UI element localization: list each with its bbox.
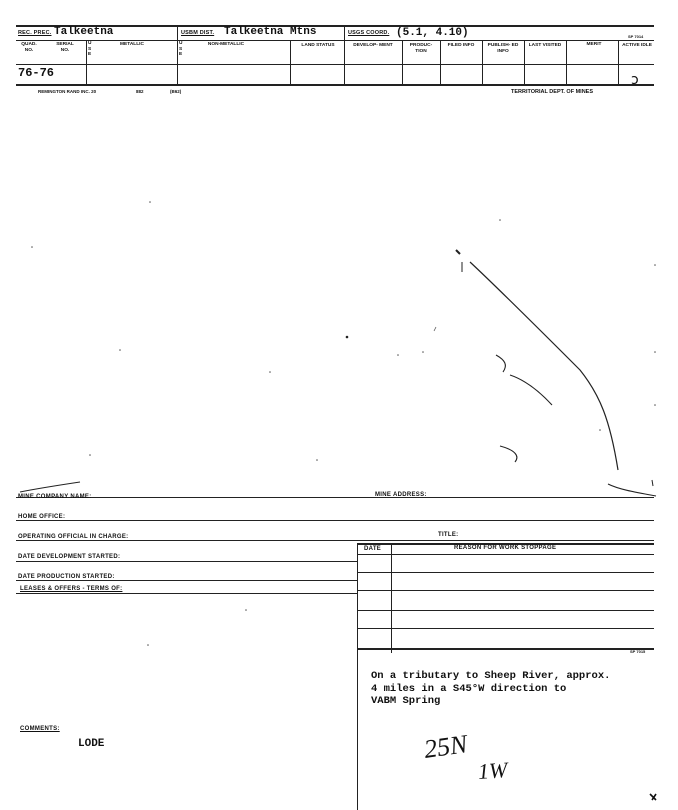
date-production-label: DATE PRODUCTION STARTED: <box>18 574 115 580</box>
col-land-status: LAND STATUS <box>301 43 335 48</box>
mine-company-name-label: MINE COMPANY NAME: <box>18 494 92 500</box>
operating-official-label: OPERATING OFFICIAL IN CHARGE: <box>18 534 129 540</box>
col-serial-no: SERIAL NO. <box>56 42 74 53</box>
col-production: PRODUC- TION <box>409 43 433 54</box>
col-last-visited: LAST VISITED <box>528 43 562 48</box>
handwritten-range: 1W <box>477 757 509 784</box>
col-development: DEVELOP- MENT <box>353 43 393 48</box>
usgs-coord-value: (5.1, 4.10) <box>396 27 469 39</box>
col-use-metallic: U S E <box>88 41 92 57</box>
col-quad-no: QUAD. NO. <box>21 42 37 53</box>
form-number: SP 7014 <box>628 34 644 39</box>
rec-prec-value: Talkeetna <box>54 26 114 38</box>
usbm-dist-value: Talkeetna Mtns <box>224 26 317 38</box>
col-use-nonmetallic: U S E <box>179 41 183 57</box>
comments-label: COMMENTS: <box>20 726 60 732</box>
printer-code-2: (B62) <box>170 89 182 94</box>
date-column-header: DATE <box>364 546 382 552</box>
usbm-dist-label: USBM DIST. <box>181 30 215 36</box>
usgs-coord-label: USGS COORD. <box>348 30 390 36</box>
reason-column-header: REASON FOR WORK STOPPAGE <box>454 545 557 551</box>
col-active-idle: ACTIVE IDLE <box>622 43 652 48</box>
comments-value: LODE <box>78 738 105 750</box>
handwritten-township: 25N <box>422 729 470 764</box>
location-description: On a tributary to Sheep River, approx. 4 miles in a S45°W direction to VABM Spring <box>371 670 611 707</box>
col-published-info: PUBLISH- ED INFO <box>487 43 519 54</box>
date-development-label: DATE DEVELOPMENT STARTED: <box>18 554 121 560</box>
title-label: TITLE: <box>438 532 459 538</box>
printer-credit: REMINGTON RAND INC. 20 <box>38 89 97 94</box>
col-non-metallic: NON-METALLIC <box>207 42 245 47</box>
col-filed-info: FILED INFO <box>447 43 475 48</box>
col-metallic: METALLIC <box>120 42 144 47</box>
dept-label: TERRITORIAL DEPT. OF MINES <box>511 89 593 95</box>
mine-address-label: MINE ADDRESS: <box>375 492 427 498</box>
printer-code: 882 <box>136 89 144 94</box>
home-office-label: HOME OFFICE: <box>18 514 66 520</box>
leases-label: LEASES & OFFERS - TERMS OF: <box>20 586 123 592</box>
form-number-2: SP 7015 <box>630 649 646 654</box>
active-idle-mark: ↄ <box>631 72 639 88</box>
rec-prec-label: REC. PREC. <box>18 30 52 36</box>
quad-value: 76-76 <box>18 66 55 80</box>
col-merit: MERIT <box>586 42 602 47</box>
